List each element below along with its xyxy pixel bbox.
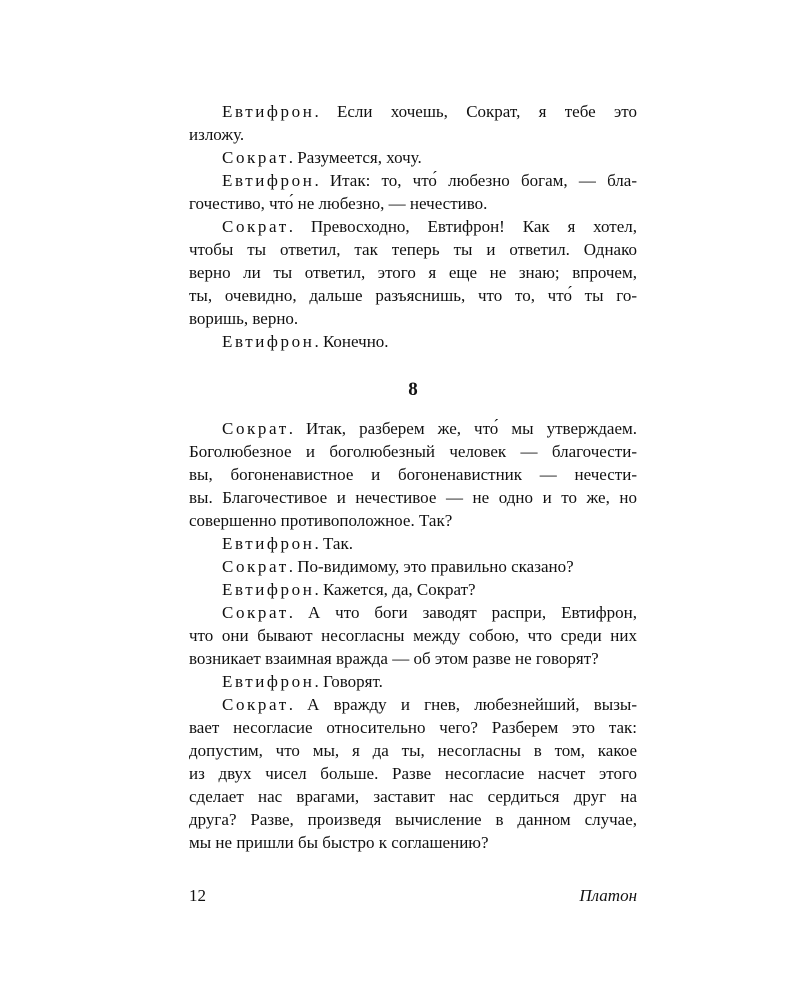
text-line: изложу. [189,125,245,144]
dialogue-paragraph [189,693,637,854]
speaker-name: Сократ [222,217,289,236]
speaker-name: Евтифрон [222,534,315,553]
dialogue-paragraph [189,670,637,693]
text-line: Сократ. А вражду и гнев, любезнейший, вызы- [222,695,637,714]
text-line: чтобы ты ответил, так теперь ты и ответил. Однако [189,240,637,259]
section-number: 8 [408,379,418,400]
speaker-name: Евтифрон [222,672,315,691]
text-line: Сократ. Итак, разберем же, что́ мы утверждаем. [222,419,637,438]
text-line: воришь, верно. [189,309,299,328]
dialogue-paragraph [189,417,637,532]
text-line: сделает нас врагами, заставит нас сердиться друг на [189,787,637,806]
dialogue-paragraph [189,555,637,578]
dialogue-paragraph [189,601,637,670]
speaker-name: Сократ [222,695,289,714]
text-line: допустим, что мы, я да ты, несогласны в том, какое [189,741,637,760]
dialogue-paragraph [189,169,637,215]
text-line: мы не пришли бы быстро к соглашению? [189,833,489,852]
text-line: Евтифрон. Кажется, да, Сократ? [222,580,476,599]
text-line: Евтифрон. Конечно. [222,332,389,351]
page-number: 12 [189,886,206,905]
text-line: гочестиво, что́ не любезно, — нечестиво. [189,194,488,213]
text-line: вы. Благочестивое и нечестивое — не одно и то же, но [189,488,637,507]
dialogue-paragraph [189,578,637,601]
text-line: Евтифрон. Говорят. [222,672,383,691]
text-line: Сократ. По-видимому, это правильно сказано? [222,557,574,576]
dialogue-paragraph [189,100,637,146]
text-line: Евтифрон. Итак: то, что́ любезно богам, — бла- [222,171,637,190]
speaker-name: Евтифрон [222,102,315,121]
dialogue-paragraph [189,532,637,555]
text-line: Сократ. Превосходно, Евтифрон! Как я хотел, [222,217,637,236]
text-line: Евтифрон. Если хочешь, Сократ, я тебе это [222,102,637,121]
speaker-name: Сократ [222,557,289,576]
speaker-name: Евтифрон [222,580,315,599]
running-title: Платон [579,886,637,905]
dialogue-paragraph [189,330,637,353]
text-line: друга? Разве, произведя вычисление в данном случае, [189,810,637,829]
page-body [189,100,637,854]
speaker-name: Евтифрон [222,171,315,190]
speaker-name: Сократ [222,419,289,438]
text-line: вает несогласие относительно чего? Разберем это так: [189,718,637,737]
text-line: Сократ. Разумеется, хочу. [222,148,422,167]
text-line: вы, богоненавистное и богоненавистник — нечести- [189,465,637,484]
speaker-name: Евтифрон [222,332,315,351]
text-line: ты, очевидно, дальше разъяснишь, что то, что́ ты го- [189,286,637,305]
text-line: возникает взаимная вражда — об этом разве не говорят? [189,649,599,668]
text-line: Евтифрон. Так. [222,534,353,553]
dialogue-paragraph [189,146,637,169]
text-line: верно ли ты ответил, этого я еще не знаю; впрочем, [189,263,637,282]
dialogue-paragraph [189,215,637,330]
speaker-name: Сократ [222,603,289,622]
speaker-name: Сократ [222,148,289,167]
text-line: что они бывают несогласны между собою, что среди них [189,626,637,645]
text-line: из двух чисел больше. Разве несогласие насчет этого [189,764,637,783]
text-line: Сократ. А что боги заводят распри, Евтифрон, [222,603,637,622]
text-line: совершенно противоположное. Так? [189,511,453,530]
text-line: Боголюбезное и боголюбезный человек — благочести- [189,442,637,461]
